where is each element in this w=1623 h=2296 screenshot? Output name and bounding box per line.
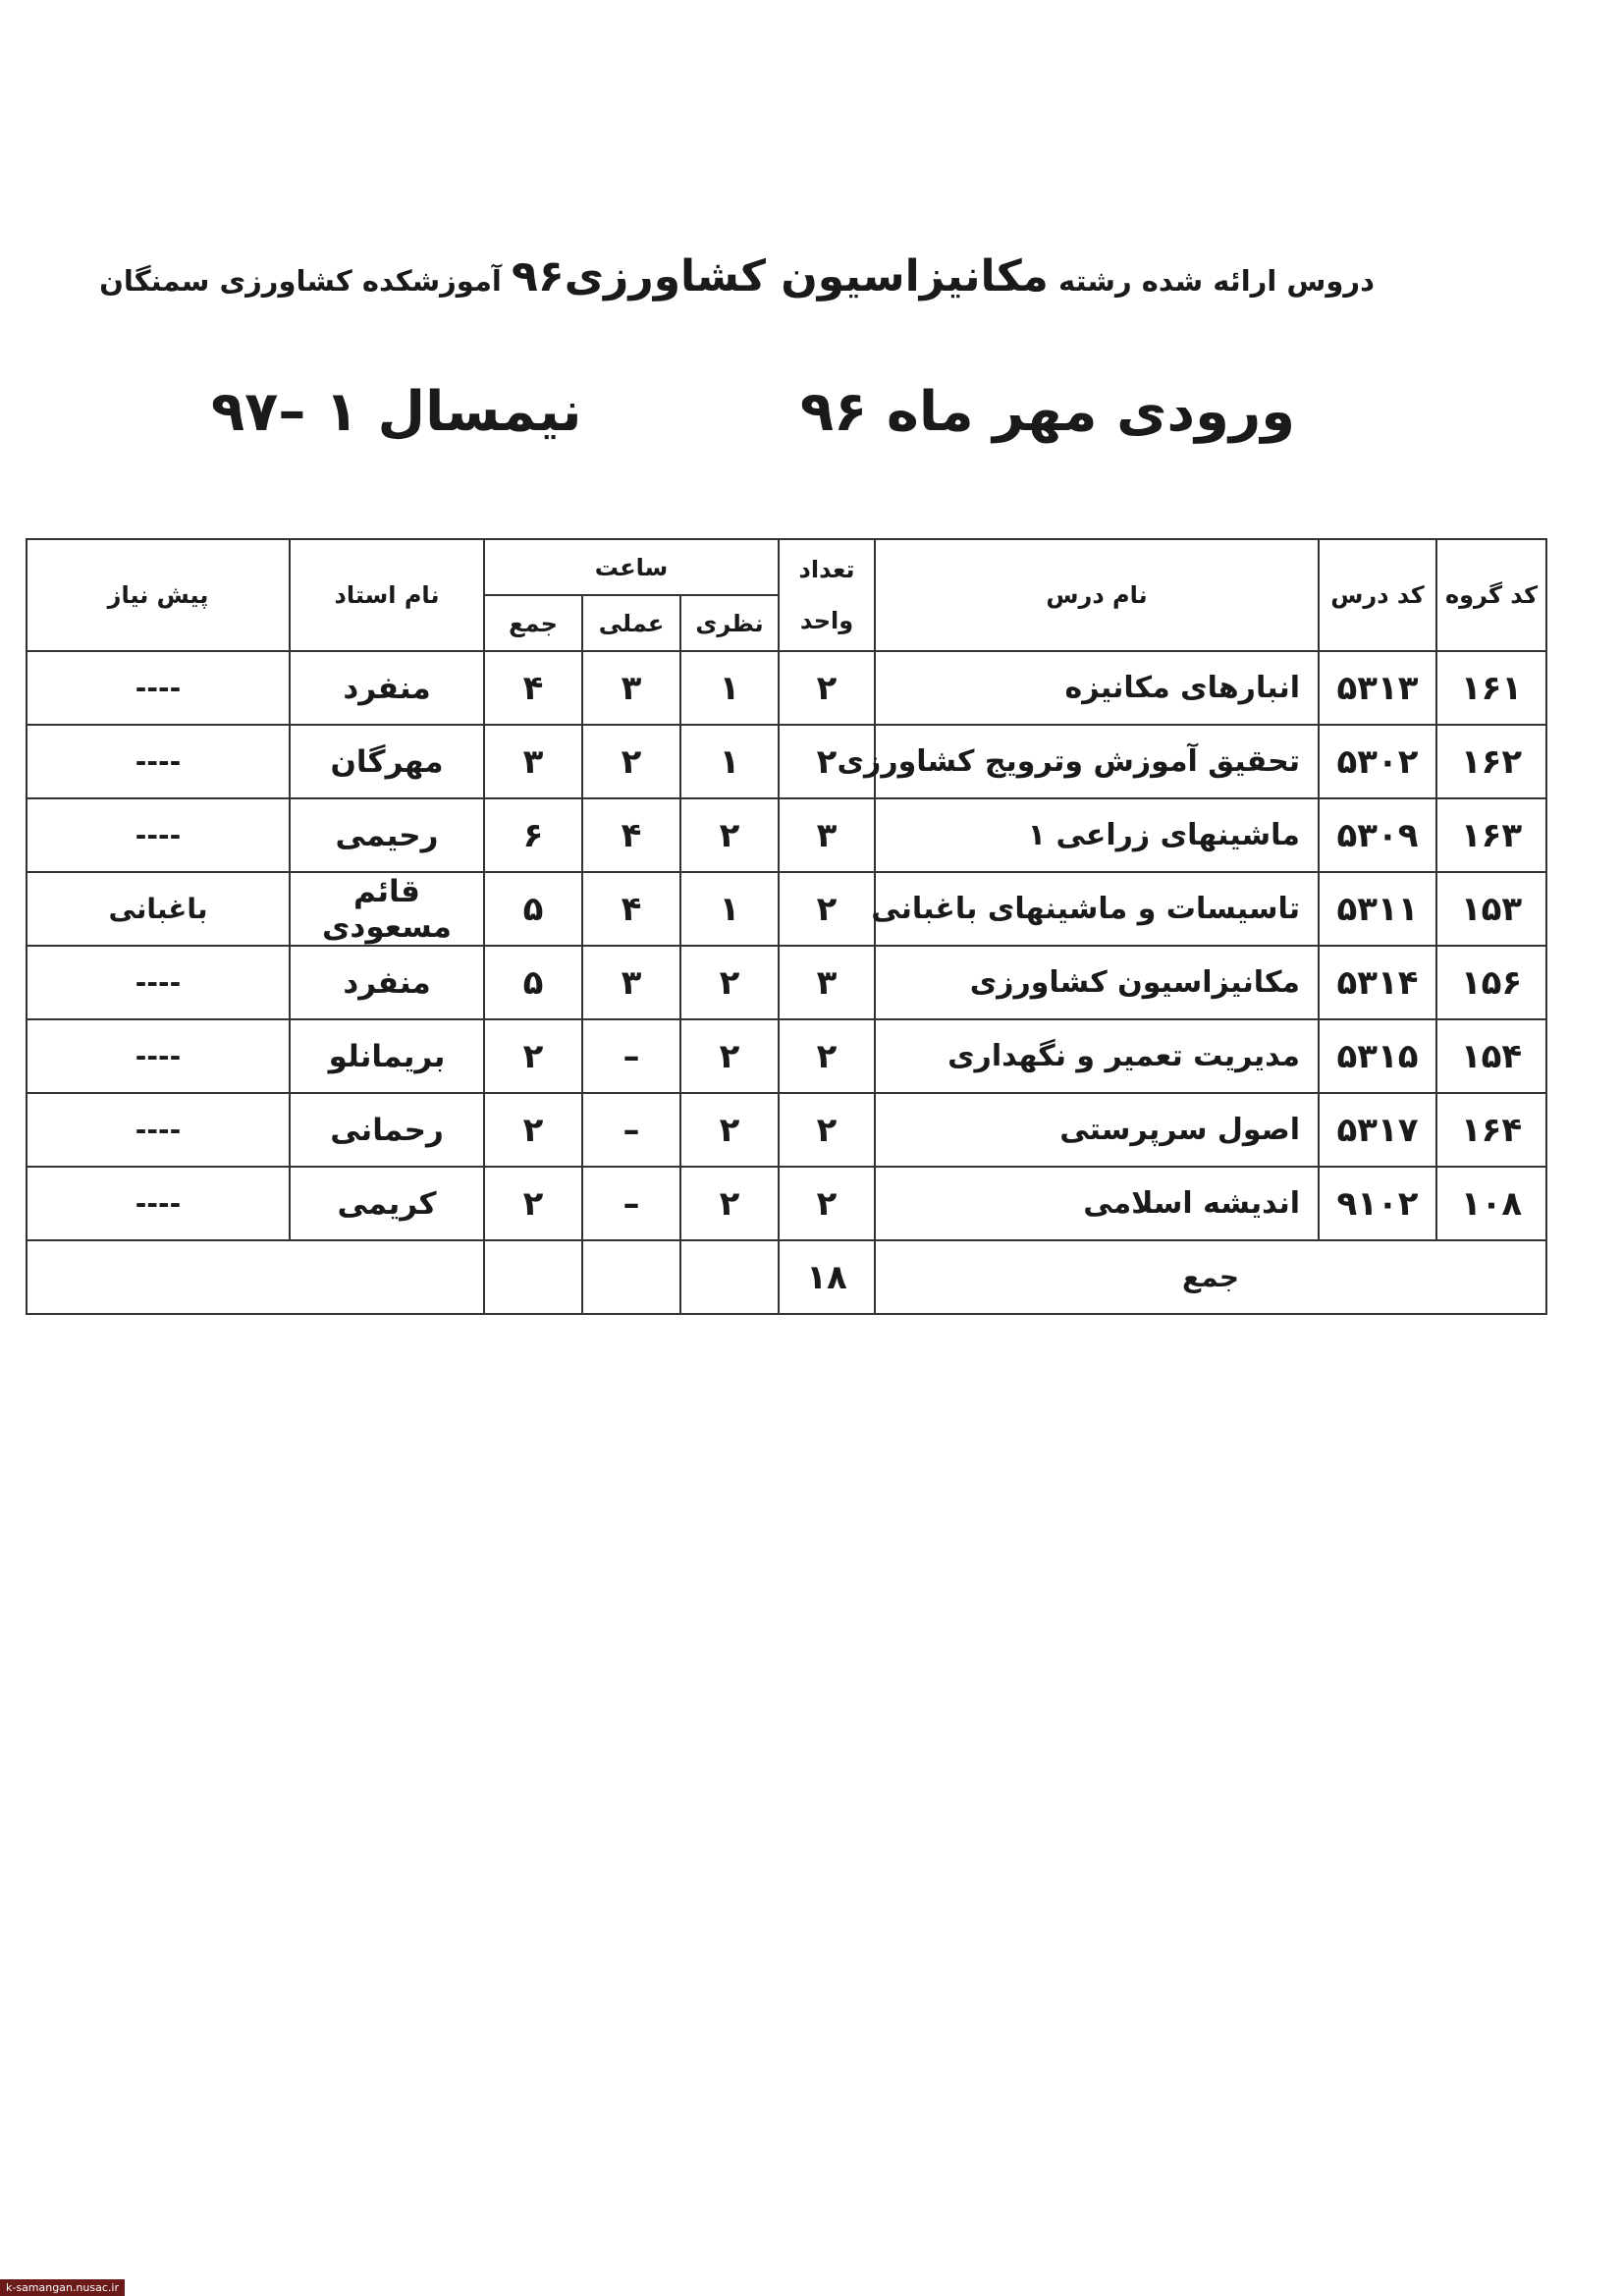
header-practical: عملی — [582, 595, 680, 651]
cell-practical: ۴ — [582, 798, 680, 872]
cell-course-name: مدیریت تعمیر و نگهداری — [875, 1019, 1319, 1093]
empty-cell — [680, 1240, 779, 1314]
table-row — [27, 798, 1546, 872]
cell-course-name: انبارهای مکانیزه — [875, 651, 1319, 725]
cell-course-code: ۵۳۱۱ — [1319, 872, 1436, 946]
cell-units: ۳ — [779, 798, 875, 872]
cell-course-name: تحقیق آموزش وترویج کشاورزی — [875, 725, 1319, 798]
cell-units: ۲ — [779, 1019, 875, 1093]
cell-teacher: منفرد — [290, 651, 484, 725]
entry-label: ورودی مهر ماه ۹۶ — [800, 380, 1295, 444]
cell-teacher: مهرگان — [290, 725, 484, 798]
empty-cell — [27, 1240, 484, 1314]
cell-prerequisite: باغبانی — [27, 872, 290, 946]
cell-theory: ۱ — [680, 872, 779, 946]
total-row — [27, 1240, 1546, 1314]
header-group-code: کد گروه — [1436, 539, 1546, 651]
cell-units: ۲ — [779, 872, 875, 946]
cell-prerequisite: ---- — [27, 946, 290, 1019]
cell-theory: ۲ — [680, 1093, 779, 1167]
cell-theory: ۲ — [680, 1167, 779, 1240]
cell-units: ۲ — [779, 651, 875, 725]
header-total-hours: جمع — [484, 595, 582, 651]
table-row — [27, 1019, 1546, 1093]
cell-teacher: کریمی — [290, 1167, 484, 1240]
cell-group-code: ۱۶۲ — [1436, 725, 1546, 798]
title-suffix: آموزشکده کشاورزی سمنگان — [99, 264, 512, 298]
cell-course-name: اصول سرپرستی — [875, 1093, 1319, 1167]
cell-theory: ۲ — [680, 1019, 779, 1093]
cell-course-code: ۵۳۱۴ — [1319, 946, 1436, 1019]
course-table — [26, 538, 1547, 1315]
cell-prerequisite: ---- — [27, 1093, 290, 1167]
cell-prerequisite: ---- — [27, 1167, 290, 1240]
header-prerequisite: پیش نیاز — [27, 539, 290, 651]
table-row — [27, 725, 1546, 798]
total-label: جمع — [875, 1240, 1546, 1314]
title-major: مکانیزاسیون کشاورزی۹۶ — [511, 251, 1049, 301]
cell-total-hours: ۲ — [484, 1093, 582, 1167]
cell-total-hours: ۲ — [484, 1019, 582, 1093]
header-course-name: نام درس — [875, 539, 1319, 651]
cell-total-hours: ۳ — [484, 725, 582, 798]
cell-group-code: ۱۵۴ — [1436, 1019, 1546, 1093]
empty-cell — [484, 1240, 582, 1314]
cell-total-hours: ۲ — [484, 1167, 582, 1240]
site-tag: k-samangan.nusac.ir — [0, 2279, 125, 2296]
header-units-line1: تعداد — [798, 556, 855, 583]
document-title — [79, 247, 1375, 311]
cell-practical: ۳ — [582, 946, 680, 1019]
cell-group-code: ۱۵۶ — [1436, 946, 1546, 1019]
cell-practical: ۳ — [582, 651, 680, 725]
cell-units: ۲ — [779, 1093, 875, 1167]
cell-practical: – — [582, 1019, 680, 1093]
cell-theory: ۱ — [680, 651, 779, 725]
cell-group-code: ۱۶۴ — [1436, 1093, 1546, 1167]
table-row — [27, 872, 1546, 946]
header-units — [779, 539, 875, 651]
cell-teacher: رحمانی — [290, 1093, 484, 1167]
header-teacher: نام استاد — [290, 539, 484, 651]
cell-total-hours: ۴ — [484, 651, 582, 725]
cell-practical: – — [582, 1093, 680, 1167]
cell-course-code: ۵۳۱۵ — [1319, 1019, 1436, 1093]
cell-theory: ۲ — [680, 946, 779, 1019]
cell-course-name: تاسیسات و ماشینهای باغبانی — [875, 872, 1319, 946]
semester-label: نیمسال ۱ –۹۷ — [211, 380, 582, 444]
cell-theory: ۲ — [680, 798, 779, 872]
header-units-line2: واحد — [799, 607, 854, 634]
cell-total-hours: ۶ — [484, 798, 582, 872]
cell-units: ۲ — [779, 1167, 875, 1240]
cell-group-code: ۱۶۳ — [1436, 798, 1546, 872]
cell-theory: ۱ — [680, 725, 779, 798]
cell-teacher: قائم مسعودی — [290, 872, 484, 946]
title-prefix: دروس ارائه شده رشته — [1048, 264, 1375, 298]
header-theory: نظری — [680, 595, 779, 651]
cell-total-hours: ۵ — [484, 872, 582, 946]
cell-course-code: ۵۳۱۳ — [1319, 651, 1436, 725]
cell-teacher: منفرد — [290, 946, 484, 1019]
table-row — [27, 651, 1546, 725]
empty-cell — [582, 1240, 680, 1314]
total-units: ۱۸ — [779, 1240, 875, 1314]
cell-practical: – — [582, 1167, 680, 1240]
cell-teacher: بریمانلو — [290, 1019, 484, 1093]
cell-prerequisite: ---- — [27, 1019, 290, 1093]
cell-course-code: ۵۳۱۷ — [1319, 1093, 1436, 1167]
header-course-code: کد درس — [1319, 539, 1436, 651]
header-hours: ساعت — [484, 539, 779, 595]
cell-practical: ۲ — [582, 725, 680, 798]
cell-units: ۳ — [779, 946, 875, 1019]
table-row — [27, 946, 1546, 1019]
table-row — [27, 1167, 1546, 1240]
cell-total-hours: ۵ — [484, 946, 582, 1019]
cell-teacher: رحیمی — [290, 798, 484, 872]
cell-course-code: ۵۳۰۹ — [1319, 798, 1436, 872]
cell-group-code: ۱۵۳ — [1436, 872, 1546, 946]
cell-course-name: ماشینهای زراعی ۱ — [875, 798, 1319, 872]
cell-group-code: ۱۶۱ — [1436, 651, 1546, 725]
cell-prerequisite: ---- — [27, 725, 290, 798]
cell-practical: ۴ — [582, 872, 680, 946]
cell-course-name: اندیشه اسلامی — [875, 1167, 1319, 1240]
cell-course-name: مکانیزاسیون کشاورزی — [875, 946, 1319, 1019]
table-row — [27, 1093, 1546, 1167]
cell-units: ۲ — [779, 725, 875, 798]
cell-prerequisite: ---- — [27, 651, 290, 725]
cell-course-code: ۵۳۰۲ — [1319, 725, 1436, 798]
cell-group-code: ۱۰۸ — [1436, 1167, 1546, 1240]
cell-course-code: ۹۱۰۲ — [1319, 1167, 1436, 1240]
cell-prerequisite: ---- — [27, 798, 290, 872]
